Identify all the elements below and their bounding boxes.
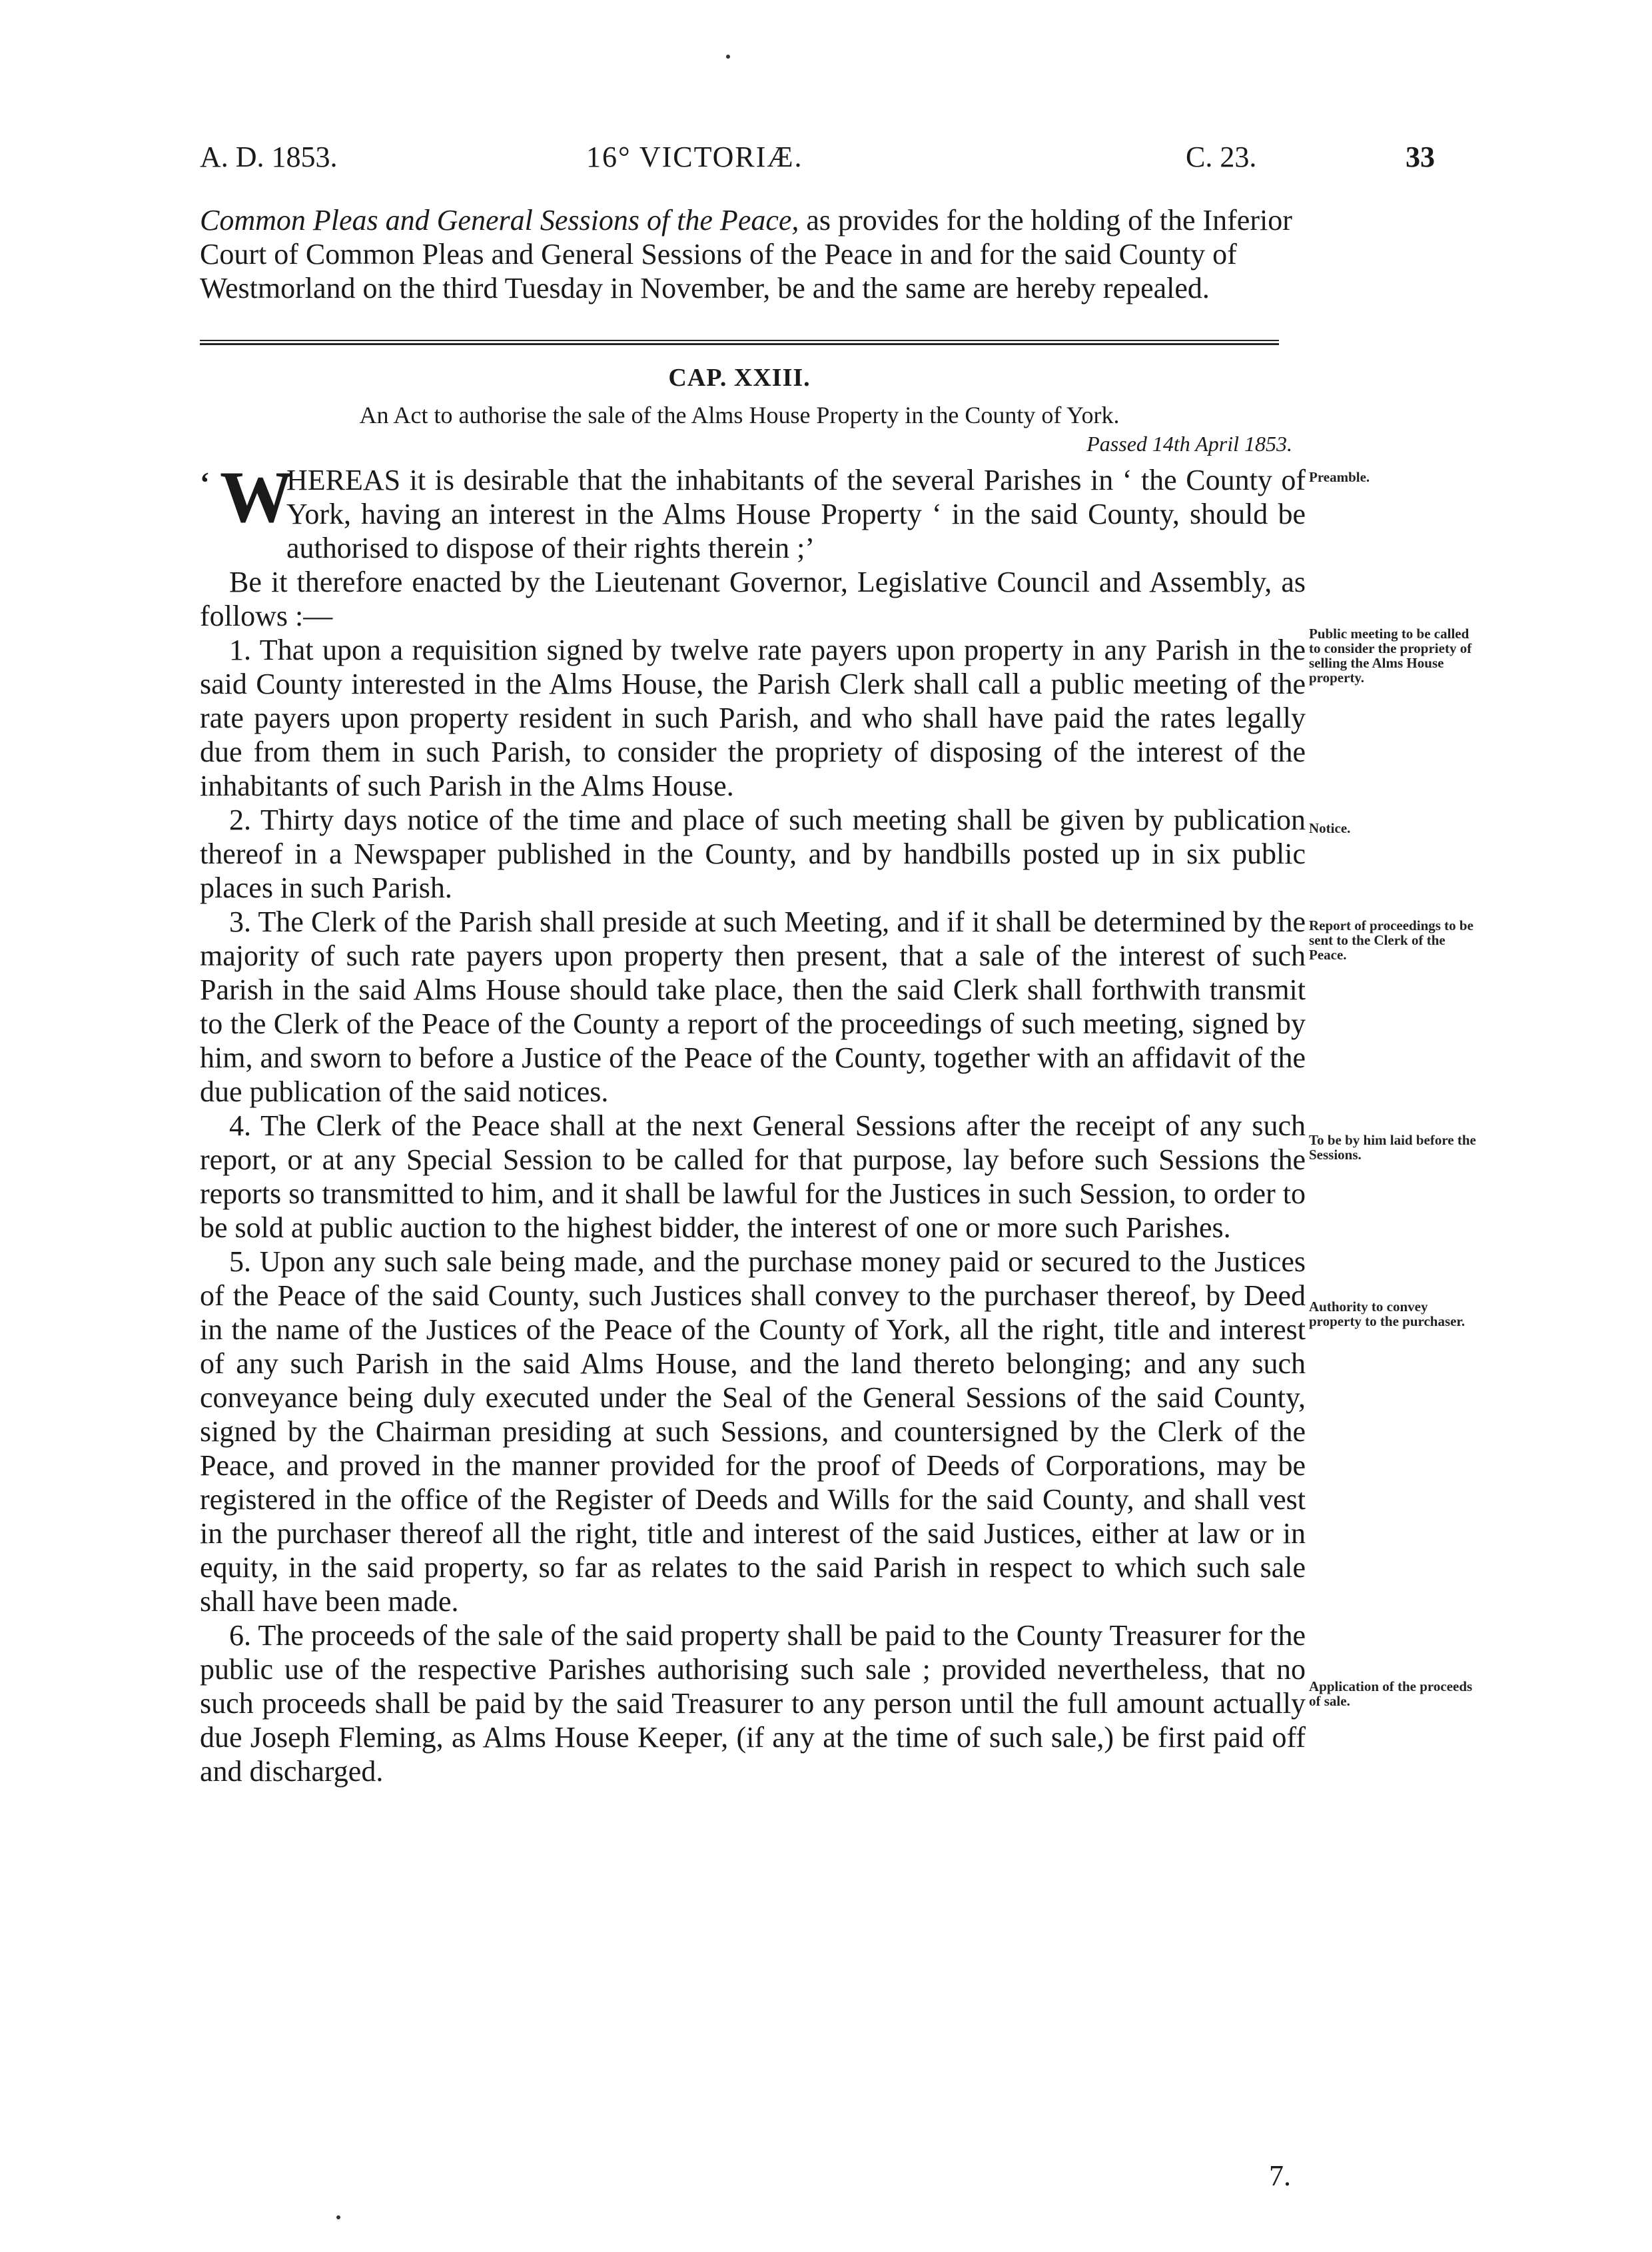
section-5: 5. Upon any such sale being made, and the purchase money paid or secured to the Justices of the Peace of the said County, such Justices shall convey to the purchaser thereof, by Deed in the name of the Justices of the Peace of the County of York, all the right, title and interest of any such Parish in the said Alms House, and the land thereto belonging; and any such conveyance being duly executed under the Seal of the General Sessions of the said County, signed by the Chairman presiding at such Sessions, and countersigned by the Clerk of the Peace, and proved in the manner provided for the proof of Deeds of Corporations, may be registered in the office of the Register of Deeds and Wills for the said County, and shall vest in the purchaser thereof all the right, title and interest of the said Justices, either at law or in equity, in the said property, so far as relates to the said Parish in respect to which such sale shall have been made. [200, 1245, 1306, 1618]
preamble-open-quote: ‘ [200, 466, 210, 499]
margin-note-authority: Authority to convey property to the purchaser. [1309, 1299, 1465, 1329]
act-title: An Act to authorise the sale of the Alms House Property in the County of York. [359, 402, 1120, 428]
section-4: 4. The Clerk of the Peace shall at the next General Sessions after the receipt of any such report, or at any Special Session to be called for that purpose, lay before such Sessions the reports so transmitted to him, and it shall be lawful for the Justices in such Session, to order to be sold at public auction to the highest bidder, the interest of one or more such Parishes. [200, 1109, 1306, 1244]
rule-thick [200, 343, 1279, 345]
preamble [200, 456, 1306, 565]
section-3: 3. The Clerk of the Parish shall preside at such Meeting, and if it shall be determined by the majority of such rate payers upon property then present, that a sale of the interest of such Parish in the said Alms House should take place, then the said Clerk shall forthwith transmit to the Clerk of the Peace of the County a report of the proceedings of such meeting, signed by him, and sworn to before a Justice of the Peace of the County, together with an affidavit of the due publication of the said notices. [200, 905, 1306, 1108]
preamble-text: HEREAS it is desirable that the inhabitants of the several Parishes in ‘ the County of York, having an interest in the Alms House Property ‘ in the said County, should be authorised to dispose of their rights therein ;’ [286, 464, 1306, 564]
section-6: 6. The proceeds of the sale of the said property shall be paid to the County Treasurer for the public use of the respective Parishes authorising such sale ; provided nevertheless, that no such proceeds shall be paid by the said Treasurer to any person until the full amount actually due Joseph Fleming, as Alms House Keeper, (if any at the time of such sale,) be first paid off and discharged. [200, 1619, 1306, 1788]
header-chapter: C. 23. [1186, 141, 1257, 173]
margin-note-public-meeting: Public meeting to be called to consider the propriety of selling the Alms House property. [1309, 626, 1472, 686]
margin-note-preamble: Preamble. [1309, 469, 1370, 485]
page-number: 33 [1406, 141, 1435, 173]
margin-note-report: Report of proceedings to be sent to the Clerk of the Peace. [1309, 917, 1473, 963]
catchword: 7. [1269, 2159, 1291, 2192]
section-1: 1. That upon a requisition signed by twelve rate payers upon property in any Parish in the said County interested in the Alms House, the Parish Clerk shall call a public meeting of the rate payers upon property resident in such Parish, and who shall have paid the rates legally due from them in such Parish, to consider the propriety of disposing of the interest of the inhabitants of such Parish in the Alms House. [200, 634, 1306, 802]
preceding-act-ending [200, 203, 1306, 305]
chapter-heading: CAP. XXIII. [668, 364, 811, 392]
section-2: 2. Thirty days notice of the time and place of such meeting shall be given by publication thereof in a Newspaper published in the County, and by handbills posted up in six public places in such Parish. [200, 804, 1306, 904]
enacting-clause: Be it therefore enacted by the Lieutenant Governor, Legislative Council and Assembly, as follows :— [200, 566, 1306, 632]
passed-date: Passed 14th April 1853. [1086, 432, 1292, 456]
preceding-act-text: as provides for the holding of the Inferior Court of Common Pleas and General Sessions of the Peace in and for the said County of Westmorland on the third Tuesday in November, be and the same are hereby repealed. [200, 204, 1292, 304]
running-header [200, 140, 1435, 187]
print-speck [336, 2215, 340, 2219]
margin-note-application: Application of the proceeds of sale. [1309, 1678, 1473, 1709]
rule-thin [200, 340, 1279, 341]
header-year: A. D. 1853. [200, 141, 338, 173]
print-speck [726, 55, 730, 59]
header-reign: 16° VICTORIÆ. [586, 141, 803, 173]
preceding-act-italic: Common Pleas and General Sessions of the Peace, [200, 204, 799, 237]
margin-note-sessions: To be by him laid before the Sessions. [1309, 1132, 1476, 1163]
drop-cap: W [220, 456, 293, 538]
margin-note-notice: Notice. [1309, 820, 1351, 836]
act-body [200, 456, 1306, 1788]
double-rule-divider [200, 340, 1279, 349]
